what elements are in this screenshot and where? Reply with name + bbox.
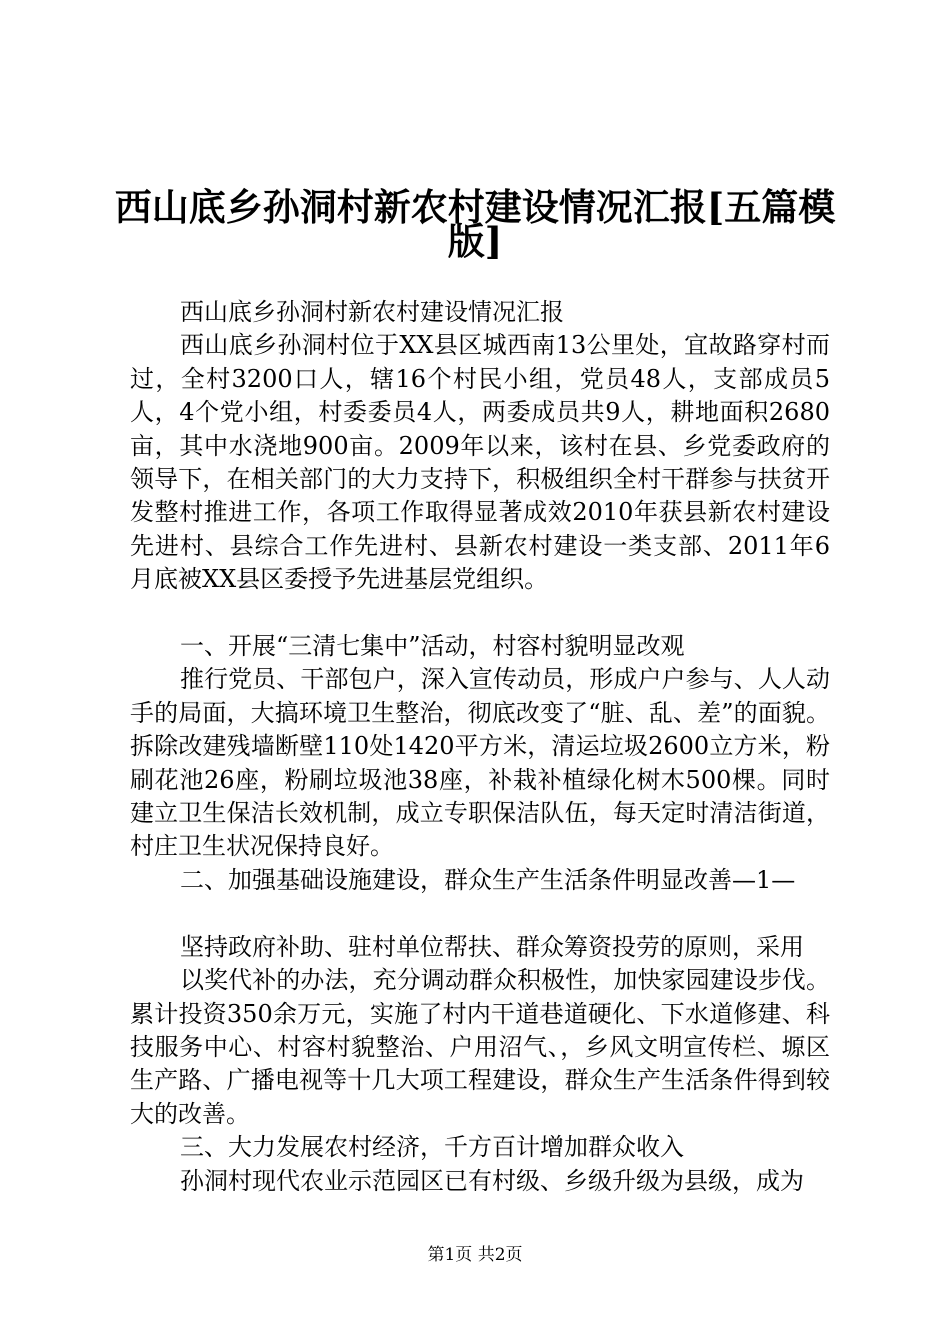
section-heading-1: 一、开展“三清七集中”活动，村容村貌明显改观: [180, 632, 685, 661]
section-heading-2: 二、加强基础设施建设，群众生产生活条件明显改善—1—: [180, 865, 796, 894]
page-number-footer: 第1页 共2页: [427, 1245, 523, 1265]
document-body: [130, 296, 830, 1198]
paragraph-spacer: [130, 897, 830, 930]
paragraph-principle: 坚持政府补助、驻村单位帮扶、群众筹资投劳的原则，采用: [180, 932, 804, 961]
section-heading-3: 三、大力发展农村经济，千方百计增加群众收入: [180, 1133, 684, 1162]
document-title-line-2: 版]: [447, 219, 503, 263]
paragraph-sanitation: 推行党员、干部包户，深入宣传动员，形成户户参与、人人动手的局面，大搞环境卫生整治，彻底改变了“脏、乱、差”的面貌。拆除改建残墙断壁110处1420平方米，清运垃圾2600立方米，粉刷花池26座，粉刷垃圾池38座，补栽补植绿化树木500棵。同时建立卫生保洁长效机制，成立专职保洁队伍，每天定时清洁街道，村庄卫生状况保持良好。: [130, 665, 830, 861]
section-heading-report: 西山底乡孙洞村新农村建设情况汇报: [180, 298, 564, 326]
paragraph-spacer: [130, 597, 830, 630]
paragraph-village-overview: 西山底乡孙洞村位于XX县区城西南13公里处，宜故路穿村而过，全村3200口人，辖16个村民小组，党员48人，支部成员5人，4个党小组，村委委员4人，两委成员共9人，耕地面积2680亩，其中水浇地900亩。2009年以来，该村在县、乡党委政府的领导下，在相关部门的大力支持下，积极组织全村干群参与扶贫开发整村推进工作，各项工作取得显著成效2010年获县新农村建设先进村、县综合工作先进村、县新农村建设一类支部、2011年6月底被XX县区委授予先进基层党组织。: [130, 331, 830, 594]
paragraph-infrastructure: 以奖代补的办法，充分调动群众积极性，加快家园建设步伐。累计投资350余万元，实施了村内干道巷道硬化、下水道修建、科技服务中心、村容村貌整治、户用沼气、，乡风文明宣传栏、塬区生产路、广播电视等十几大项工程建设，群众生产生活条件得到较大的改善。: [130, 966, 830, 1128]
paragraph-agriculture: 孙洞村现代农业示范园区已有村级、乡级升级为县级，成为: [180, 1166, 804, 1195]
document-title-line-1: 西山底乡孙洞村新农村建设情况汇报[五篇模: [114, 185, 836, 229]
